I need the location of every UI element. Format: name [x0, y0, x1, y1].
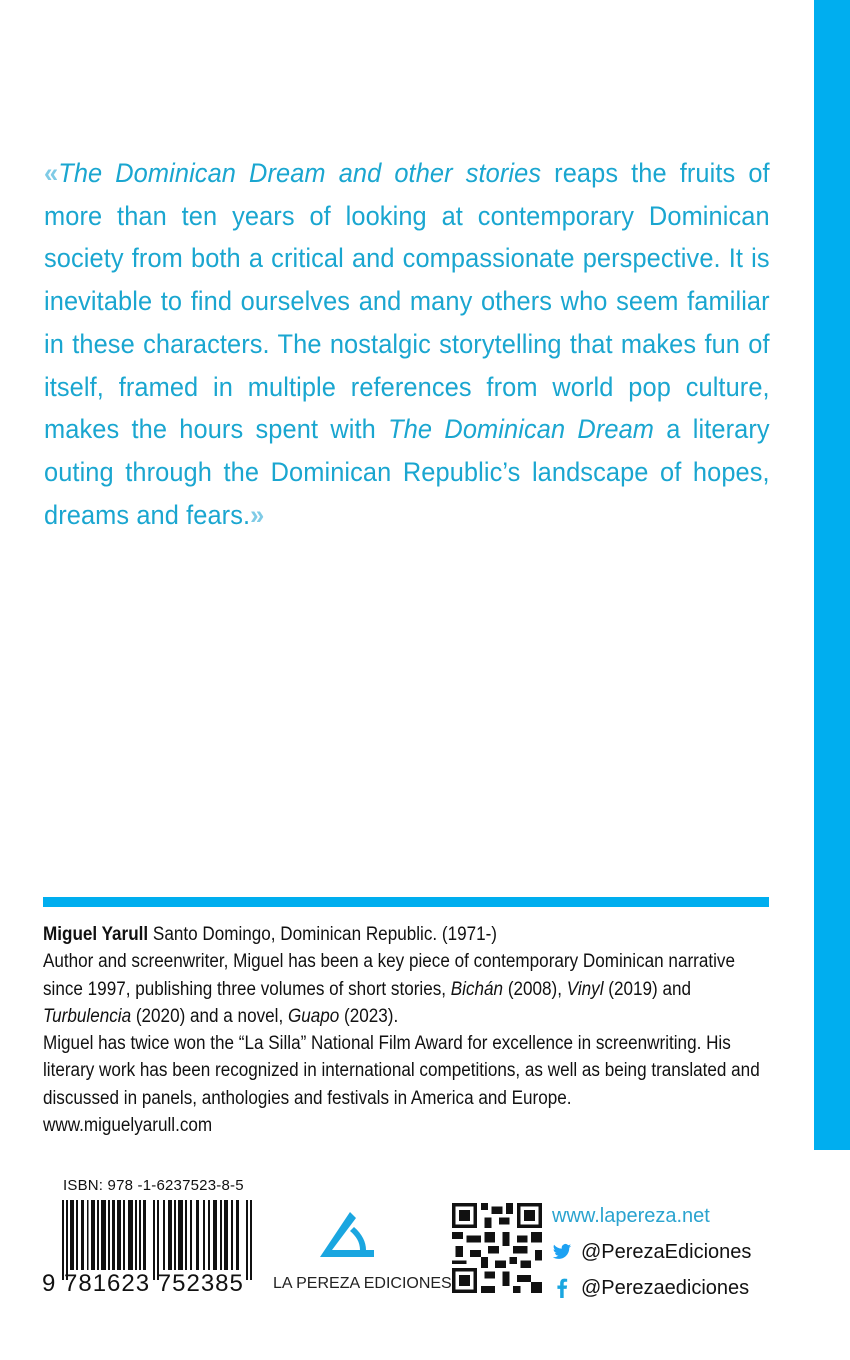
bio-paragraph-2: Miguel has twice won the “La Silla” National Film Award for excellence in screenwriting. His literary work has been recognized in international competitions, as well as being translated and discussed in panels, anthologies and festivals in America and Europe. [43, 1033, 760, 1109]
qr-code-icon[interactable] [452, 1203, 542, 1293]
open-quote: « [44, 158, 59, 188]
isbn-label: ISBN: 978 -1-6237523-8-5 [63, 1177, 244, 1194]
barcode-icon [62, 1200, 252, 1280]
spine-color-band [814, 0, 850, 1150]
barcode-digits: 9 781623 752385 [42, 1270, 244, 1297]
book-bichan: Bichán [450, 978, 504, 1000]
facebook-icon [552, 1278, 572, 1298]
close-quote: » [250, 499, 265, 530]
publisher-links [552, 1198, 751, 1306]
book-guapo: Guapo [287, 1005, 340, 1027]
page-curl-decoration [814, 1120, 850, 1160]
author-website-link[interactable]: www.miguelyarull.com [43, 1115, 213, 1137]
book-vinyl: Vinyl [566, 978, 604, 1000]
blurb-text: reaps the fruits of more than ten years of looking at contemporary Dominican society from both a critical and compassionate perspective. It is inevitable to find ourselves and many others who seem familiar in these characters. The nostalgic storytelling that makes fun of itself, framed in multiple references from world pop culture, makes the hours spent with [44, 158, 770, 445]
section-divider [43, 897, 769, 907]
twitter-bird-icon [552, 1242, 572, 1262]
bio-paragraph-1: Author and screenwriter, Miguel has been a key piece of contemporary Dominican narrative since 1997, publishing three volumes of short stories, Bichán (2008), Vinyl (2019) and Turbulencia (2020) and a novel, Guapo (2023). [43, 951, 735, 1027]
author-bio [43, 921, 770, 1139]
publisher-name: LA PEREZA EDICIONES [273, 1275, 452, 1292]
back-cover-blurb [44, 152, 770, 536]
author-name: Miguel Yarull [43, 924, 149, 945]
la-pereza-logo-icon [318, 1210, 378, 1266]
twitter-link[interactable]: @PerezaEdiciones [552, 1234, 751, 1270]
book-title: The Dominican Dream and other stories [58, 158, 542, 188]
blurb-text-end: a literary outing through the Dominican Republic’s landscape of hopes, dreams and fears. [44, 414, 770, 530]
book-title-short: The Dominican Dream [388, 414, 655, 445]
book-turbulencia: Turbulencia [43, 1005, 132, 1027]
author-origin: Santo Domingo, Dominican Republic. (1971-) [148, 924, 498, 945]
facebook-link[interactable]: @Perezaediciones [552, 1270, 751, 1306]
publisher-website-link[interactable]: www.lapereza.net [552, 1204, 710, 1227]
